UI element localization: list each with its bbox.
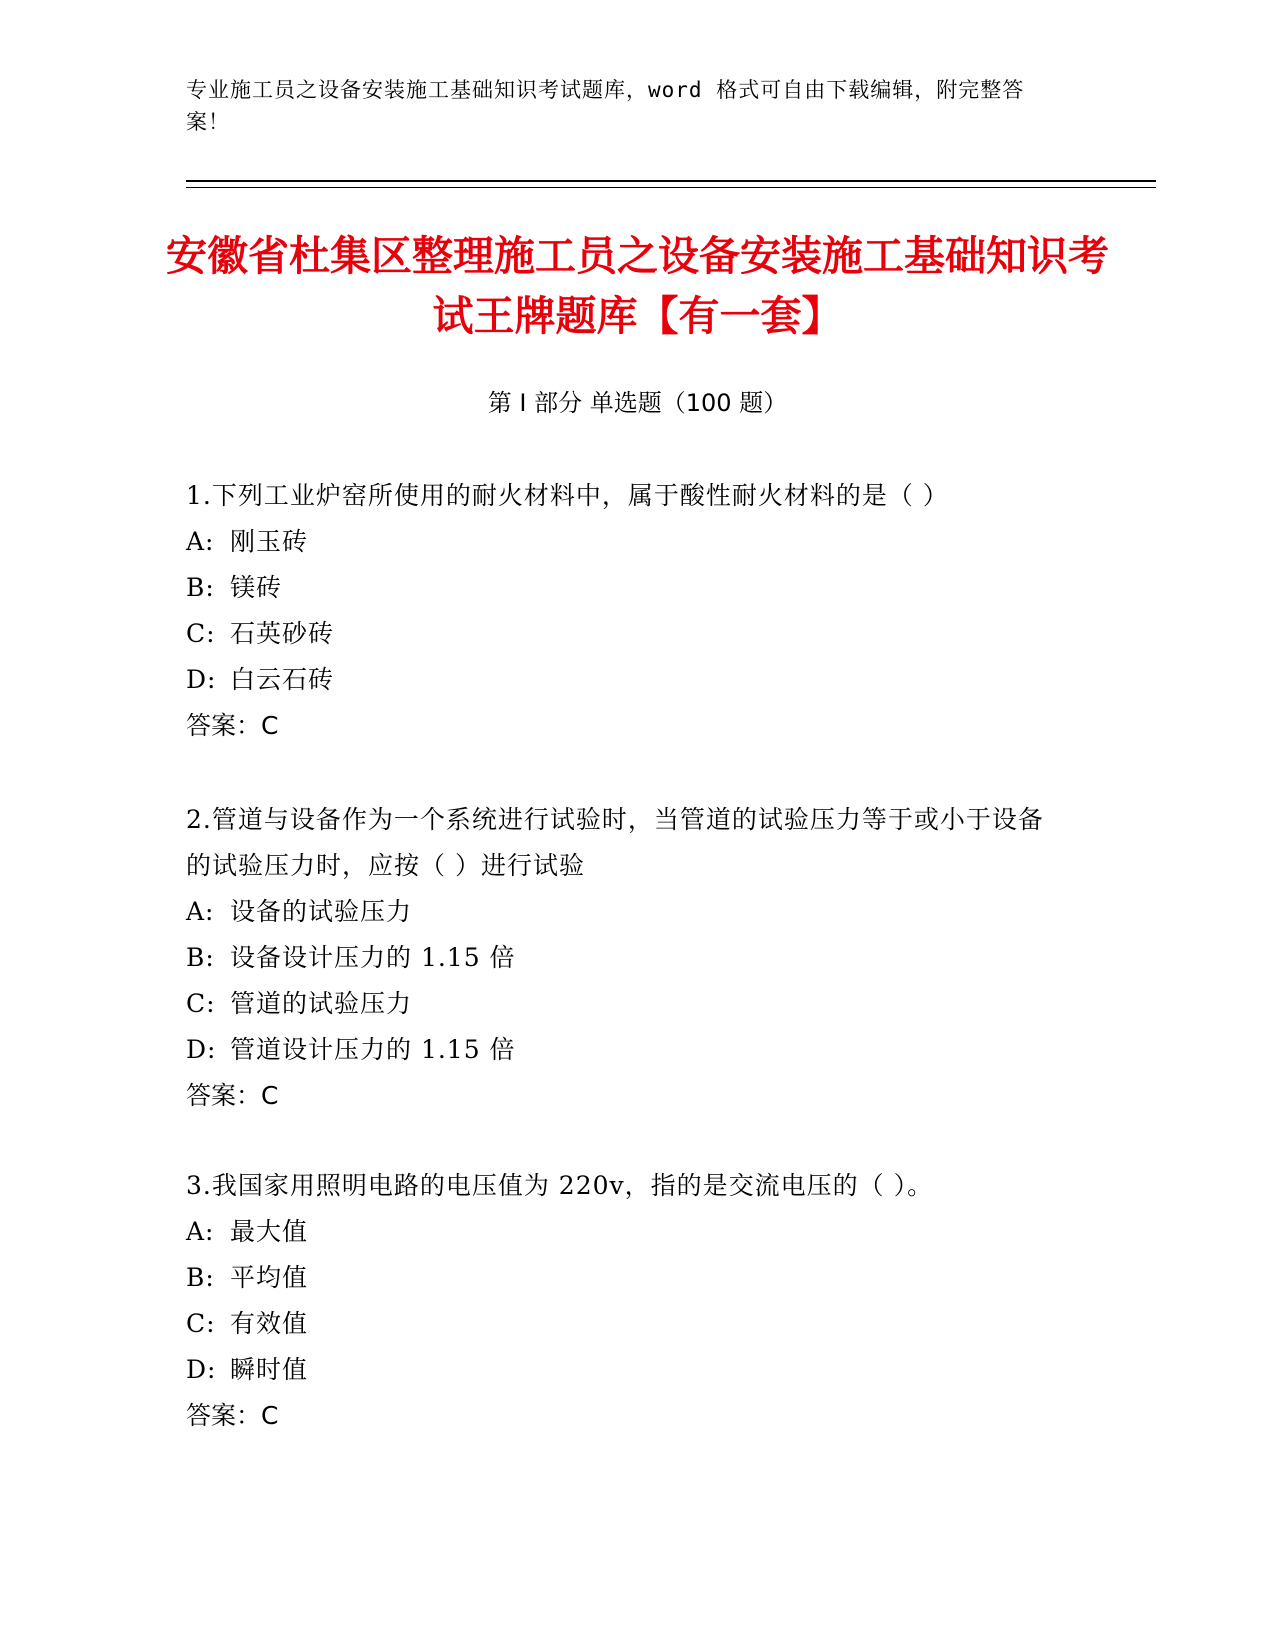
section-heading: 第 I 部分 单选题（100 题） — [487, 389, 788, 417]
option-b — [186, 935, 1066, 981]
option-text: 设备的试验压力 — [230, 897, 413, 926]
option-c — [186, 1301, 1066, 1347]
answer-line — [186, 1393, 1066, 1439]
answer-value: C — [261, 1081, 279, 1110]
option-letter: A: — [186, 527, 215, 556]
answer-label: 答案： — [186, 711, 262, 740]
option-d — [186, 1347, 1066, 1393]
option-text: 镁砖 — [230, 573, 283, 602]
answer-label: 答案： — [186, 1081, 262, 1110]
option-letter: D: — [186, 665, 217, 694]
option-c — [186, 611, 1066, 657]
option-letter: A: — [186, 897, 215, 926]
answer-value: C — [261, 711, 279, 740]
option-letter: D: — [186, 1035, 217, 1064]
option-text: 平均值 — [230, 1263, 309, 1292]
option-text: 最大值 — [230, 1217, 309, 1246]
question-3 — [186, 1163, 1066, 1439]
header-divider-thin — [186, 187, 1156, 188]
option-text: 刚玉砖 — [230, 527, 309, 556]
option-text: 白云石砖 — [230, 665, 335, 694]
question-1 — [186, 473, 1066, 749]
option-letter: B: — [186, 573, 215, 602]
option-a — [186, 519, 1066, 565]
question-2 — [186, 797, 1066, 1119]
option-letter: B: — [186, 1263, 215, 1292]
question-stem: 2.管道与设备作为一个系统进行试验时，当管道的试验压力等于或小于设备的试验压力时，应按（ ）进行试验 — [186, 805, 1044, 880]
option-text: 设备设计压力的 1.15 倍 — [230, 943, 516, 972]
header-note: 专业施工员之设备安装施工基础知识考试题库，word 格式可自由下载编辑，附完整答案！ — [186, 78, 1025, 134]
question-stem: 3.我国家用照明电路的电压值为 220v，指的是交流电压的（ ）。 — [186, 1171, 934, 1200]
option-d — [186, 657, 1066, 703]
option-a — [186, 889, 1066, 935]
answer-label: 答案： — [186, 1401, 262, 1430]
option-text: 瞬时值 — [230, 1355, 309, 1384]
option-letter: C: — [186, 619, 216, 648]
option-text: 石英砂砖 — [230, 619, 335, 648]
option-letter: C: — [186, 989, 216, 1018]
option-b — [186, 565, 1066, 611]
option-text: 管道的试验压力 — [230, 989, 413, 1018]
option-letter: B: — [186, 943, 215, 972]
option-letter: A: — [186, 1217, 215, 1246]
answer-line — [186, 703, 1066, 749]
option-text: 管道设计压力的 1.15 倍 — [230, 1035, 516, 1064]
option-b — [186, 1255, 1066, 1301]
question-stem: 1.下列工业炉窑所使用的耐火材料中，属于酸性耐火材料的是（ ） — [186, 481, 949, 510]
header-divider-thick — [186, 180, 1156, 182]
option-text: 有效值 — [230, 1309, 309, 1338]
option-c — [186, 981, 1066, 1027]
option-letter: C: — [186, 1309, 216, 1338]
answer-line — [186, 1073, 1066, 1119]
answer-value: C — [261, 1401, 279, 1430]
option-a — [186, 1209, 1066, 1255]
option-letter: D: — [186, 1355, 217, 1384]
document-title: 安徽省杜集区整理施工员之设备安装施工基础知识考试王牌题库【有一套】 — [166, 232, 1109, 340]
option-d — [186, 1027, 1066, 1073]
